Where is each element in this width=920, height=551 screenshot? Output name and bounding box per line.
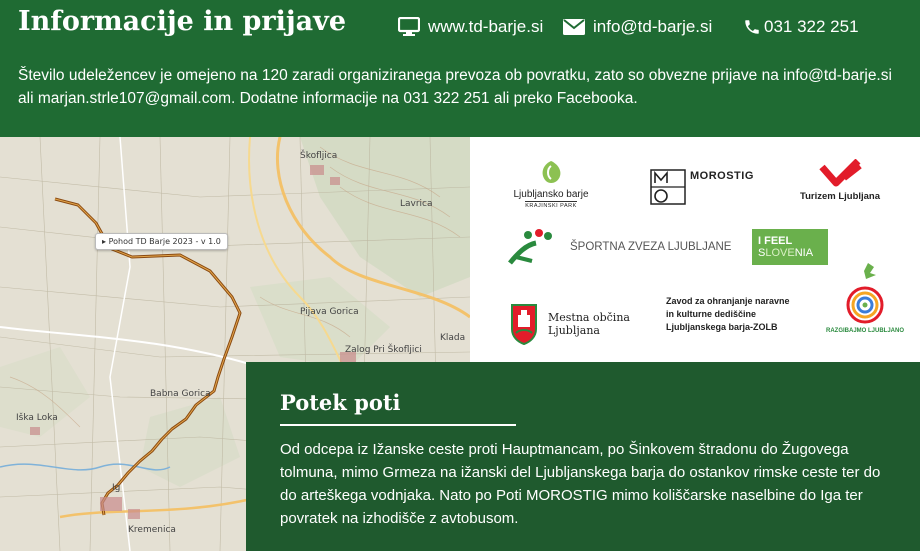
logo-zolb — [666, 295, 790, 334]
sportna-figures-icon — [506, 227, 556, 267]
turizem-heart-icon — [818, 159, 862, 189]
barje-leaf-icon — [538, 159, 564, 187]
ifeel-line1: I FEEL — [758, 235, 793, 247]
morostig-mark-icon — [650, 169, 686, 205]
sportna-zveza-label: ŠPORTNA ZVEZA LJUBLJANE — [570, 241, 732, 253]
map-label: Iška Loka — [16, 413, 58, 423]
sponsor-logos — [470, 137, 920, 362]
razgibajmo-dragon-icon — [842, 261, 888, 327]
logo-morostig — [650, 169, 754, 205]
phone-contact[interactable] — [743, 17, 859, 37]
section-title: Informacije in prijave — [18, 6, 346, 37]
turizem-label: Turizem Ljubljana — [799, 191, 881, 202]
monitor-icon — [398, 17, 420, 37]
logo-turizem-ljubljana — [800, 159, 880, 202]
map-label: Pijava Gorica — [300, 307, 359, 317]
zolb-line2: in kulturne dediščine — [666, 309, 757, 319]
tooltip-label: Pohod TD Barje 2023 - v 1.0 — [108, 237, 221, 246]
email-link[interactable]: info@td-barje.si — [593, 17, 713, 36]
zolb-line3: Ljubljanskega barja-ZOLB — [666, 322, 778, 332]
barje-label: Ljubljansko barje — [513, 189, 589, 200]
info-header — [0, 0, 920, 137]
map-label: Klada — [440, 333, 466, 343]
zolb-line1: Zavod za ohranjanje naravne — [666, 296, 790, 306]
razgibajmo-label: RAZGIBAJMO LJUBLJANO — [826, 328, 905, 334]
email-contact[interactable] — [563, 17, 712, 37]
map-label: Lavrica — [400, 199, 433, 209]
mol-line2: Ljubljana — [548, 324, 600, 337]
mol-line1: Mestna občina — [548, 311, 630, 324]
logo-i-feel-slovenia — [752, 229, 828, 265]
envelope-icon — [563, 19, 585, 35]
route-tooltip[interactable] — [95, 233, 228, 250]
tooltip-marker-icon: ▸ — [102, 237, 109, 246]
barje-sub-label: KRAJINSKI PARK — [525, 203, 577, 209]
route-description-box — [246, 362, 920, 551]
registration-info: Število udeležencev je omejeno na 120 zaradi organiziranega prevoza ob povratku, zato so obvezne prijave na info@td-barje.si ali marjan.strle107@gmail.com. Dodatne informacije na 031 322 251 ali preko Facebooka. — [18, 67, 892, 107]
map-label: Ig — [112, 483, 121, 493]
ifeel-line2: SLOVENIA — [758, 247, 814, 259]
route-description: Od odcepa iz Ižanske ceste proti Hauptmancam, po Šinkovem štradonu do Žugovega tolmuna, mimo Grmeza na ižanski del Ljubljanskega barja do ostankov rimske ceste ter do do arteškega vodnjaka. Nato po Poti MOROSTIG mimo koliščarske naselbine do Iga ter povratek na izhodišče z avtobusom. — [280, 441, 881, 527]
logo-sportna-zveza — [506, 227, 731, 267]
title-divider — [280, 424, 516, 426]
phone-number[interactable]: 031 322 251 — [764, 17, 859, 36]
map-label: Škofljica — [300, 151, 338, 161]
phone-icon — [743, 18, 761, 36]
map-label: Babna Gorica — [150, 389, 211, 399]
map-label: Zalog Pri Škofljici — [345, 345, 422, 355]
website-contact[interactable] — [398, 17, 543, 37]
website-link[interactable]: www.td-barje.si — [428, 17, 544, 36]
logo-ljubljansko-barje — [506, 159, 596, 209]
route-title: Potek poti — [280, 390, 401, 415]
logo-razgibajmo — [826, 261, 905, 334]
map-label: Kremenica — [128, 525, 176, 535]
logo-mestna-obcina — [510, 303, 630, 345]
morostig-label: MOROSTIG — [690, 170, 754, 182]
ljubljana-coat-of-arms-icon — [510, 303, 538, 345]
